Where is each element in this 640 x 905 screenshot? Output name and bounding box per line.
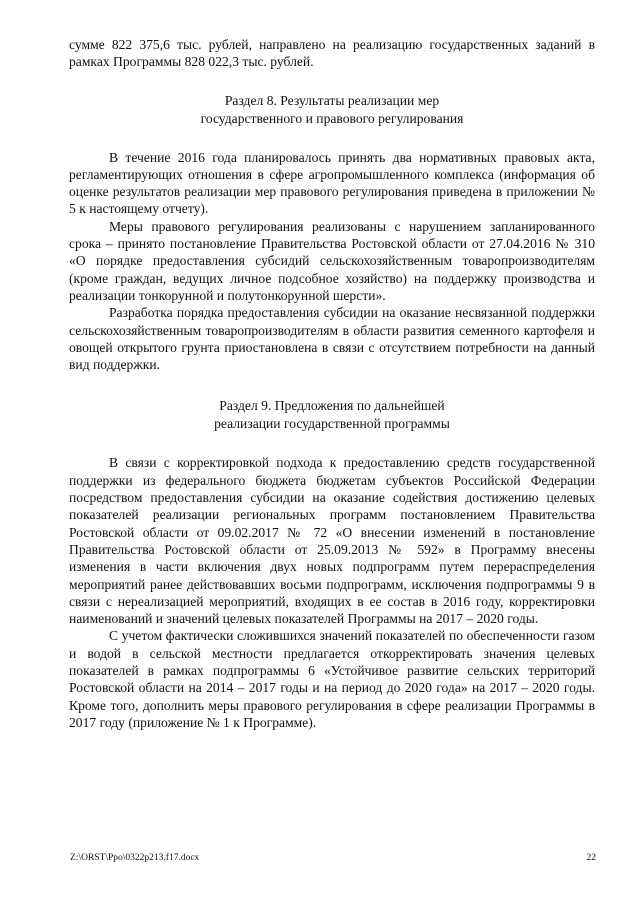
section-8-title-line-1: Раздел 8. Результаты реализации мер	[224, 92, 440, 108]
section-8-heading	[69, 92, 595, 128]
section-8-paragraph-1: В течение 2016 года планировалось принять два нормативных правовых акта, регламентирующих отношения в сфере агропромышленного комплекса (информация об оценке результатов реализации мер правового регулирования приведена в приложении № 5 к настоящему отчету).	[69, 149, 595, 217]
section-8-paragraph-3: Разработка порядка предоставления субсидии на оказание несвязанной поддержки сельскохозяйственным товаропроизводителям в области развития семенного картофеля и овощей открытого грунта приостановлена в связи с отсутствием потребности на данный вид поддержки.	[69, 305, 595, 373]
intro-paragraph: сумме 822 375,6 тыс. рублей, направлено на реализацию государственных заданий в рамках Программы 828 022,3 тыс. рублей.	[69, 37, 595, 70]
section-8-title-line-2: государственного и правового регулирования	[200, 110, 464, 126]
section-9-heading	[69, 397, 595, 433]
footer-file-path: Z:\ORST\Ppo\0322p213.f17.docx	[70, 853, 200, 863]
section-8-paragraph-2: Меры правового регулирования реализованы с нарушением запланированного срока – принято постановление Правительства Ростовской области от 27.04.2016 № 310 «О порядке предоставления субсидий сельскохозяйственным товаропроизводителям (кроме граждан, ведущих личное подсобное хозяйство) на поддержку производства и реализации тонкорунной и полутонкорунной шерсти».	[69, 218, 595, 303]
footer-page-number: 22	[586, 853, 596, 863]
section-9-title-line-1: Раздел 9. Предложения по дальнейшей	[219, 398, 445, 414]
document-page	[69, 36, 595, 731]
section-9-paragraph-1: В связи с корректировкой подхода к предоставлению средств государственной поддержки из федерального бюджета бюджетам субъектов Российской Федерации посредством предоставления субсидии на оказание содействия достижению целевых показателей реализации региональных программ постановлением Правительства Ростовской области от 09.02.2017 № 72 «О внесении изменений в постановление Правительства Ростовской области от 25.09.2013 № 592» в Программу внесены изменения в части включения двух новых подпрограмм путем перераспределения мероприятий ранее действовавших восьми подпрограмм, исключения подпрограммы 9 в связи с нереализацией мероприятий, входящих в ее состав в 2016 году, корректировки наименований и значений целевых показателей Программы на 2017 – 2020 годы.	[69, 455, 595, 627]
section-9-title-line-2: реализации государственной программы	[214, 416, 450, 432]
section-9-paragraph-2: С учетом фактически сложившихся значений показателей по обеспеченности газом и водой в сельской местности предлагается откорректировать значения целевых показателей в рамках подпрограммы 6 «Устойчивое развитие сельских территорий Ростовской области на 2014 – 2017 годы и на период до 2020 года» на 2017 – 2020 годы. Кроме того, дополнить меры правового регулирования в сфере реализации Программы в 2017 году (приложение № 1 к Программе).	[69, 628, 595, 730]
